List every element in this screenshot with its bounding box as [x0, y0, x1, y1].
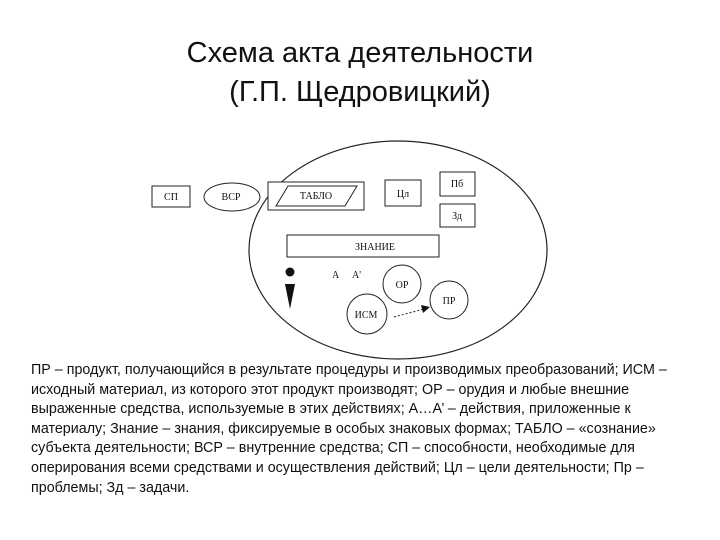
tsl-label: Цл	[396, 189, 410, 200]
legend-text: ПР – продукт, получающийся в результате процедуры и производимых преобразований; ИСМ – исходный материал, из которого этот продукт производят; ОР – орудия и любые внешние выраженные средства, используемые в этих действиях; А…А’ – действия, приложенные к материалу; Знание – знания, фиксируемые в особых знаковых формах; ТАБЛО – «сознание» субъекта деятельности; ВСР – внутренние средства; СП – способности, необходимые для оперирования всеми средствами и осуществления действий; Цл – цели деятельности; Пр – проблемы; Зд – задачи.	[31, 362, 667, 496]
vsr-label: ВСР	[221, 192, 241, 203]
tablo-label: ТАБЛО	[299, 191, 333, 202]
zd-label: Зд	[452, 211, 462, 222]
transform-arrow-head	[421, 305, 430, 313]
transform-arrow	[394, 309, 424, 317]
or-label: ОР	[395, 280, 409, 291]
action-a-prime-label: А'	[352, 270, 362, 281]
action-a-label: А	[332, 270, 340, 281]
sp-label: СП	[164, 192, 178, 203]
ism-label: ИСМ	[354, 310, 378, 321]
pr-label: ПР	[442, 296, 456, 307]
actor-head-icon	[286, 268, 295, 277]
actor-pointer-icon	[285, 284, 295, 309]
znanie-label: ЗНАНИЕ	[354, 242, 396, 253]
pb-label: Пб	[450, 179, 464, 190]
slide-title-line-2: (Г.П. Щедровицкий)	[229, 76, 491, 108]
slide-title-line-1: Схема акта деятельности	[186, 37, 534, 69]
